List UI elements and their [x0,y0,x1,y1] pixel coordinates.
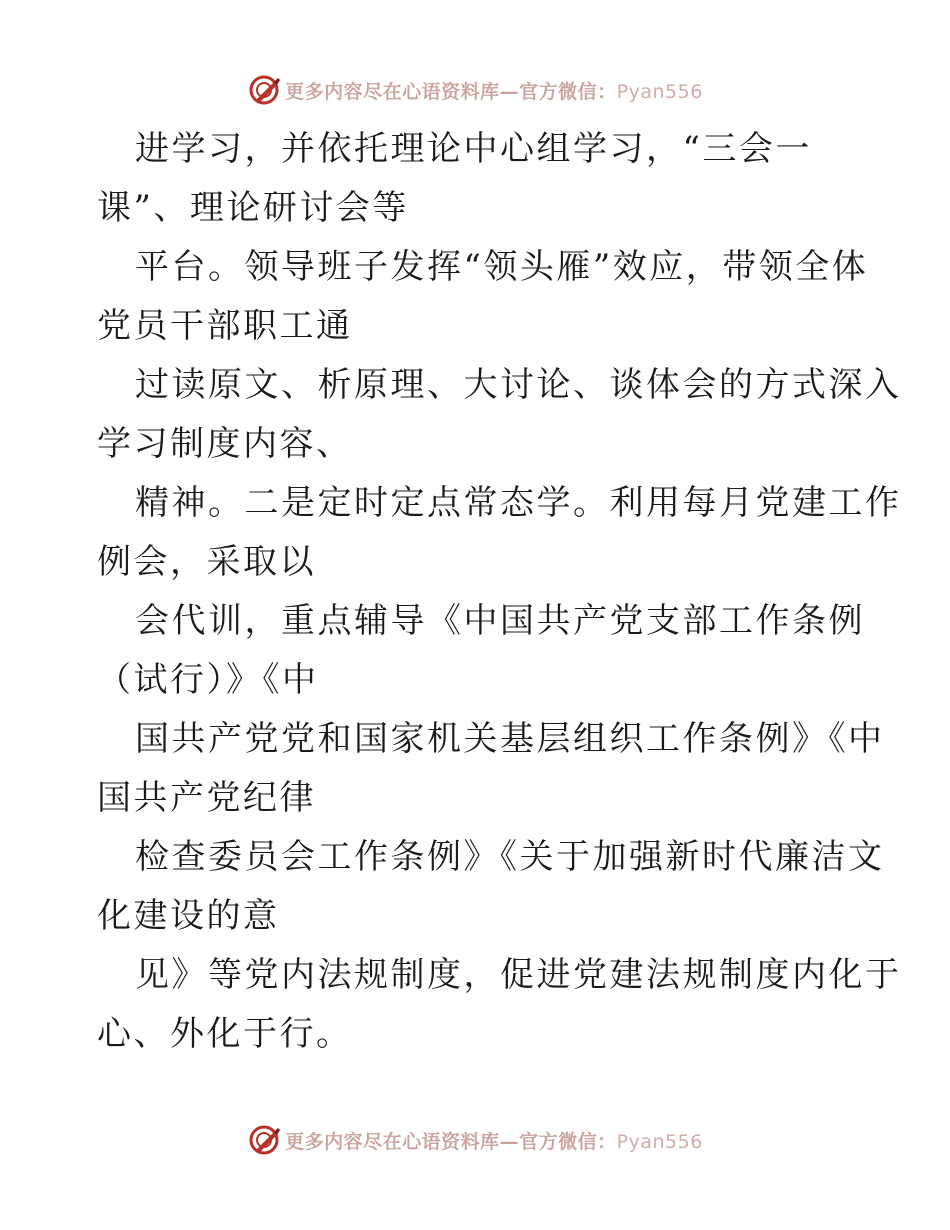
footer-banner-wechat-id: Pyan556 [616,1130,703,1153]
footer-banner-label: 更多内容尽在心语资料库—官方微信： [285,1130,617,1153]
body-line: 平台。领导班子发挥“领头雁”效应，带领全体 [135,247,869,287]
body-line: 心、外化于行。 [97,1014,353,1054]
body-line: 国共产党党和国家机关基层组织工作条例》《中 [135,719,885,759]
body-line: 过读原文、析原理、大讨论、谈体会的方式深入 [135,365,902,405]
header-banner-label: 更多内容尽在心语资料库—官方微信： [285,80,617,103]
body-line: 例会，采取以 [97,542,316,582]
body-line: 国共产党纪律 [97,778,316,818]
body-line: 检查委员会工作条例》《关于加强新时代廉洁文 [135,837,885,877]
document-body [97,120,902,1064]
body-line: 党员干部职工通 [97,306,353,346]
body-line: （试行）》《中 [97,660,319,700]
body-line: 见》等党内法规制度，促进党建法规制度内化于 [135,955,902,995]
header-banner-text [285,77,703,104]
pen-logo-icon [247,73,281,107]
pen-logo-icon [247,1123,281,1157]
footer-banner [0,1120,950,1160]
body-line: 会代训，重点辅导《中国共产党支部工作条例 [135,601,865,641]
body-line: 化建设的意 [97,896,280,936]
header-banner [0,70,950,110]
body-line: 进学习，并依托理论中心组学习，“三会一 [135,129,812,169]
body-line: 精神。二是定时定点常态学。利用每月党建工作 [135,483,902,523]
body-line: 课”、理论研讨会等 [97,188,409,228]
body-line: 学习制度内容、 [97,424,353,464]
header-banner-wechat-id: Pyan556 [616,80,703,103]
footer-banner-text [285,1127,703,1154]
